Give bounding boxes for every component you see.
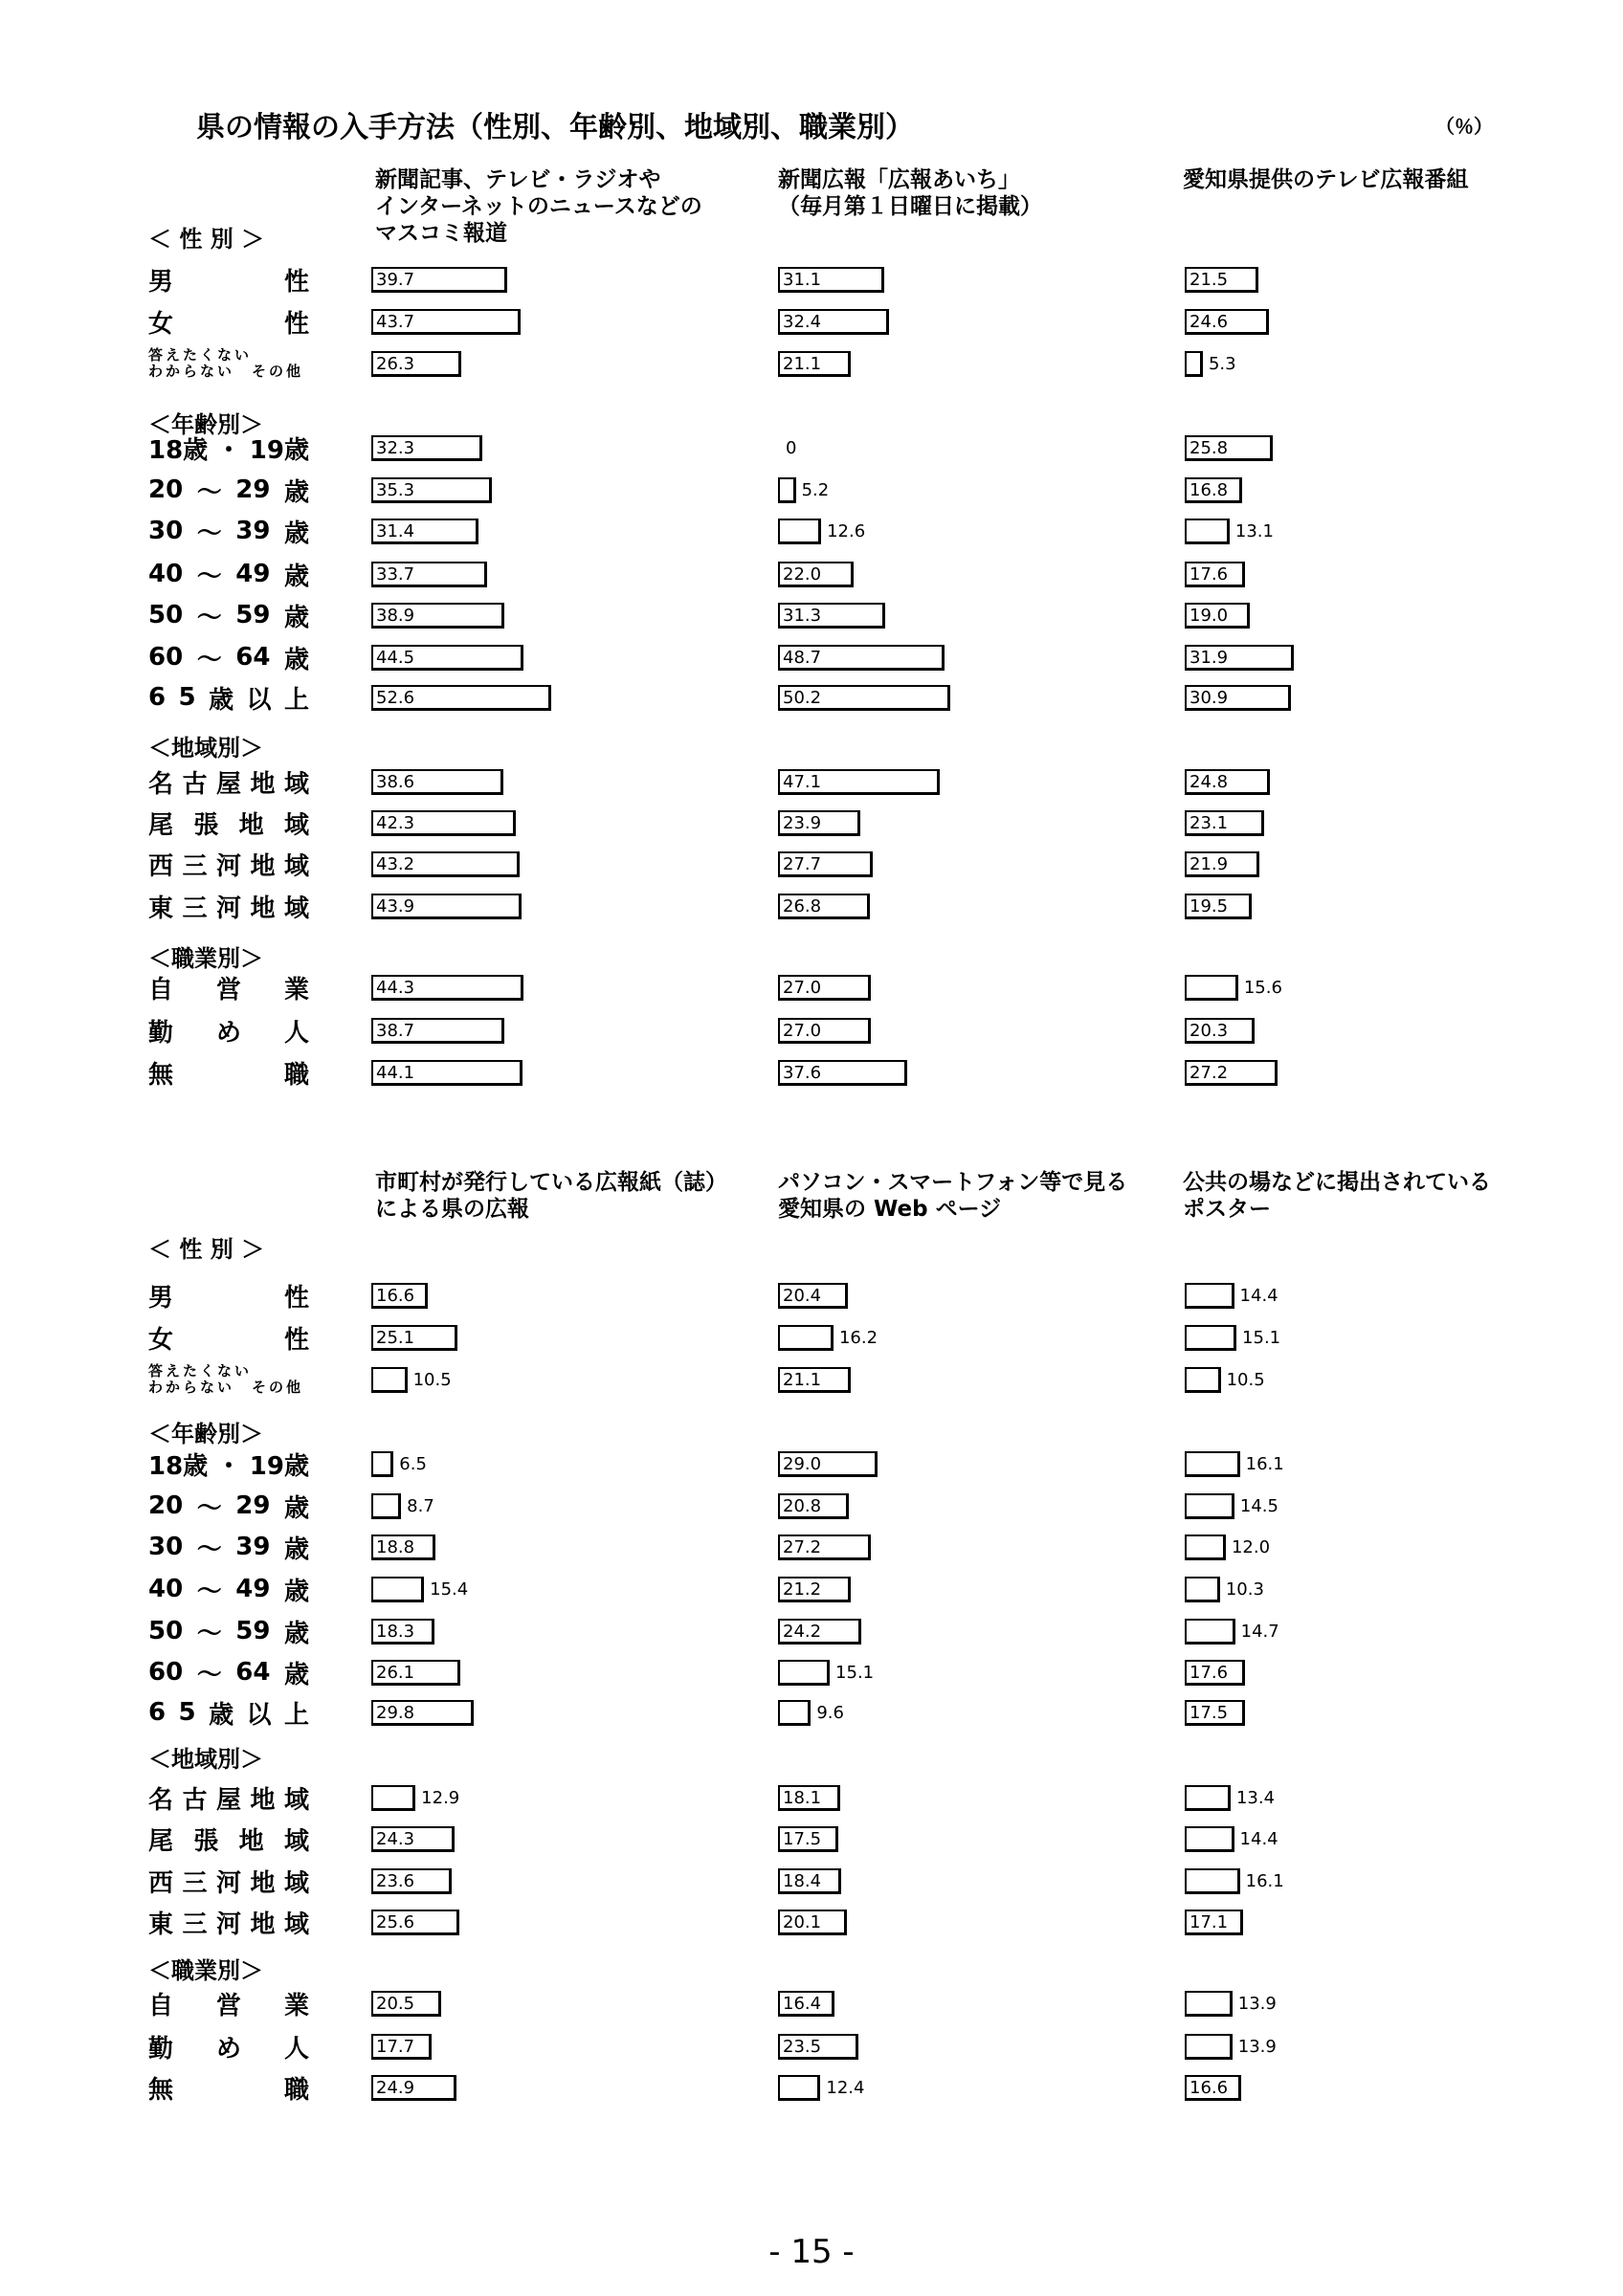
- bar: [371, 1493, 401, 1519]
- data-label: 20.5: [376, 1994, 415, 2014]
- row-label: 20 ～ 29 歳: [148, 475, 309, 507]
- data-label: 24.2: [783, 1622, 822, 1642]
- data-label: 31.3: [783, 606, 822, 626]
- group-header: ＜地域別＞: [148, 1746, 263, 1773]
- data-label: 0: [786, 438, 797, 458]
- bar: [778, 477, 796, 503]
- data-label: 15.1: [835, 1663, 875, 1683]
- row-label: 6 5 歳 以 上: [148, 683, 309, 715]
- bar: [1185, 1493, 1234, 1519]
- data-label: 13.9: [1237, 1994, 1277, 2014]
- data-label: 12.4: [826, 2078, 865, 2098]
- bar: [371, 1451, 393, 1477]
- bar: [778, 519, 821, 544]
- data-label: 19.0: [1189, 606, 1229, 626]
- row-label: 東 三 河 地 域: [148, 1910, 309, 1939]
- row-label: 西 三 河 地 域: [148, 851, 309, 881]
- row-label: 50 ～ 59 歳: [148, 601, 309, 632]
- bar: [1185, 351, 1203, 377]
- row-label: 無 職: [148, 2075, 309, 2105]
- data-label: 24.3: [376, 1829, 415, 1849]
- row-label: 30 ～ 39 歳: [148, 517, 309, 548]
- data-label: 31.9: [1189, 648, 1229, 668]
- data-label: 35.3: [376, 480, 415, 500]
- data-label: 16.6: [1189, 2078, 1229, 2098]
- data-label: 10.5: [1226, 1370, 1265, 1390]
- bar: [1185, 1868, 1240, 1894]
- data-label: 21.1: [783, 1370, 822, 1390]
- data-label: 39.7: [376, 270, 415, 290]
- bar: [371, 1577, 424, 1602]
- data-label: 17.5: [783, 1829, 822, 1849]
- row-label: 名 古 屋 地 域: [148, 769, 309, 799]
- bar: [1185, 975, 1238, 1001]
- bar: [371, 1367, 408, 1393]
- group-header: ＜年齢別＞: [148, 1421, 263, 1447]
- row-label: 30 ～ 39 歳: [148, 1533, 309, 1564]
- group-header: ＜職業別＞: [148, 945, 263, 972]
- row-label: 男 性: [148, 1283, 309, 1313]
- data-label: 27.2: [783, 1537, 822, 1557]
- data-label: 10.5: [412, 1370, 452, 1390]
- row-label: 勤 め 人: [148, 1018, 309, 1048]
- row-label: 女 性: [148, 1325, 309, 1355]
- data-label: 26.1: [376, 1663, 415, 1683]
- data-label: 44.3: [376, 978, 415, 998]
- data-label: 29.0: [783, 1454, 822, 1474]
- data-label: 48.7: [783, 648, 822, 668]
- data-label: 23.5: [783, 2037, 822, 2057]
- data-label: 33.7: [376, 564, 415, 585]
- row-label: 50 ～ 59 歳: [148, 1617, 309, 1648]
- data-label: 38.9: [376, 606, 415, 626]
- data-label: 21.5: [1189, 270, 1229, 290]
- data-label: 25.1: [376, 1328, 415, 1348]
- series-header: パソコン・スマートフォン等で見る 愛知県の Web ページ: [778, 1170, 1128, 1222]
- group-header: ＜ 性 別 ＞: [148, 1236, 265, 1263]
- data-label: 20.8: [783, 1496, 822, 1516]
- data-label: 37.6: [783, 1063, 822, 1083]
- data-label: 20.4: [783, 1286, 822, 1306]
- data-label: 23.1: [1189, 813, 1229, 833]
- data-label: 12.6: [827, 521, 866, 541]
- data-label: 38.7: [376, 1021, 415, 1041]
- row-label: 18歳 ・ 19歳: [148, 435, 309, 465]
- data-label: 10.3: [1225, 1579, 1264, 1600]
- data-label: 16.1: [1245, 1871, 1284, 1891]
- data-label: 25.6: [376, 1912, 415, 1932]
- bar: [1185, 1283, 1234, 1309]
- data-label: 27.7: [783, 854, 822, 874]
- data-label: 18.8: [376, 1537, 415, 1557]
- bar: [1185, 1325, 1236, 1351]
- bar: [1185, 1826, 1234, 1852]
- data-label: 44.1: [376, 1063, 415, 1083]
- data-label: 13.1: [1234, 521, 1274, 541]
- data-label: 52.6: [376, 688, 415, 708]
- row-label: 勤 め 人: [148, 2034, 309, 2064]
- data-label: 16.4: [783, 1994, 822, 2014]
- data-label: 17.7: [376, 2037, 415, 2057]
- data-label: 12.9: [421, 1788, 460, 1808]
- bar: [1185, 2034, 1233, 2060]
- row-label: 40 ～ 49 歳: [148, 1575, 309, 1606]
- data-label: 14.5: [1239, 1496, 1278, 1516]
- bar: [1185, 1785, 1231, 1811]
- data-label: 17.6: [1189, 564, 1229, 585]
- data-label: 5.2: [801, 480, 830, 500]
- data-label: 21.1: [783, 354, 822, 374]
- row-label: 答えたくない わからない その他: [148, 1362, 304, 1396]
- data-label: 5.3: [1208, 354, 1236, 374]
- row-label: 無 職: [148, 1060, 309, 1090]
- data-label: 32.3: [376, 438, 415, 458]
- row-label: 女 性: [148, 309, 309, 339]
- data-label: 26.3: [376, 354, 415, 374]
- series-header: 愛知県提供のテレビ広報番組: [1183, 167, 1469, 192]
- group-header: ＜職業別＞: [148, 1957, 263, 1984]
- data-label: 29.8: [376, 1703, 415, 1723]
- data-label: 30.9: [1189, 688, 1229, 708]
- data-label: 20.1: [783, 1912, 822, 1932]
- bar: [1185, 1367, 1221, 1393]
- series-header: 新聞広報「広報あいち」 （毎月第１日曜日に掲載）: [778, 167, 1042, 219]
- bar: [778, 2075, 820, 2101]
- data-label: 27.0: [783, 1021, 822, 1041]
- row-label: 自 営 業: [148, 975, 309, 1004]
- data-label: 42.3: [376, 813, 415, 833]
- data-label: 26.8: [783, 896, 822, 916]
- data-label: 32.4: [783, 312, 822, 332]
- group-header: ＜年齢別＞: [148, 411, 263, 438]
- data-label: 44.5: [376, 648, 415, 668]
- data-label: 16.6: [376, 1286, 415, 1306]
- data-label: 16.8: [1189, 480, 1229, 500]
- data-label: 50.2: [783, 688, 822, 708]
- row-label: 自 営 業: [148, 1991, 309, 2020]
- bar: [1185, 1991, 1233, 2017]
- data-label: 12.0: [1231, 1537, 1271, 1557]
- data-label: 25.8: [1189, 438, 1229, 458]
- data-label: 22.0: [783, 564, 822, 585]
- data-label: 31.1: [783, 270, 822, 290]
- bar: [1185, 1619, 1235, 1645]
- data-label: 23.9: [783, 813, 822, 833]
- data-label: 14.4: [1239, 1286, 1278, 1306]
- row-label: 20 ～ 29 歳: [148, 1491, 309, 1523]
- data-label: 6.5: [399, 1454, 427, 1474]
- data-label: 16.1: [1245, 1454, 1284, 1474]
- data-label: 21.2: [783, 1579, 822, 1600]
- data-label: 16.2: [838, 1328, 878, 1348]
- data-label: 23.6: [376, 1871, 415, 1891]
- data-label: 14.4: [1239, 1829, 1278, 1849]
- data-label: 17.6: [1189, 1663, 1229, 1683]
- page-title: 県の情報の入手方法（性別、年齢別、地域別、職業別）: [196, 111, 914, 144]
- data-label: 21.9: [1189, 854, 1229, 874]
- row-label: 尾 張 地 域: [148, 810, 309, 840]
- data-label: 19.5: [1189, 896, 1229, 916]
- unit-label: （％）: [1435, 115, 1493, 138]
- data-label: 17.5: [1189, 1703, 1229, 1723]
- data-label: 9.6: [816, 1703, 844, 1723]
- data-label: 38.6: [376, 772, 415, 792]
- bar: [778, 1325, 834, 1351]
- series-header: 市町村が発行している広報紙（誌） による県の広報: [375, 1170, 727, 1222]
- bar: [1185, 1451, 1240, 1477]
- row-label: 60 ～ 64 歳: [148, 1658, 309, 1689]
- data-label: 15.4: [430, 1579, 469, 1600]
- data-label: 18.3: [376, 1622, 415, 1642]
- series-header: 新聞記事、テレビ・ラジオや インターネットのニュースなどの マスコミ報道: [375, 167, 702, 246]
- data-label: 47.1: [783, 772, 822, 792]
- row-label: 東 三 河 地 域: [148, 894, 309, 923]
- group-header: ＜地域別＞: [148, 735, 263, 762]
- data-label: 24.6: [1189, 312, 1229, 332]
- series-header: 公共の場などに掲出されている ポスター: [1183, 1170, 1491, 1222]
- data-label: 43.9: [376, 896, 415, 916]
- row-label: 西 三 河 地 域: [148, 1868, 309, 1898]
- data-label: 8.7: [407, 1496, 434, 1516]
- data-label: 20.3: [1189, 1021, 1229, 1041]
- row-label: 60 ～ 64 歳: [148, 643, 309, 674]
- bar: [1185, 1577, 1220, 1602]
- data-label: 31.4: [376, 521, 415, 541]
- data-label: 24.8: [1189, 772, 1229, 792]
- group-header: ＜ 性 別 ＞: [148, 226, 265, 253]
- bar: [371, 1785, 415, 1811]
- data-label: 17.1: [1189, 1912, 1229, 1932]
- row-label: 答えたくない わからない その他: [148, 346, 304, 380]
- row-label: 6 5 歳 以 上: [148, 1698, 309, 1730]
- page-number: - 15 -: [768, 2233, 855, 2271]
- bar: [778, 1660, 830, 1686]
- row-label: 名 古 屋 地 域: [148, 1785, 309, 1815]
- row-label: 18歳 ・ 19歳: [148, 1451, 309, 1481]
- data-label: 27.0: [783, 978, 822, 998]
- bar: [1185, 1534, 1226, 1560]
- data-label: 15.6: [1243, 978, 1282, 998]
- data-label: 43.7: [376, 312, 415, 332]
- row-label: 尾 張 地 域: [148, 1826, 309, 1856]
- bar: [1185, 519, 1230, 544]
- data-label: 43.2: [376, 854, 415, 874]
- data-label: 13.4: [1235, 1788, 1276, 1808]
- row-label: 男 性: [148, 267, 309, 297]
- data-label: 18.1: [783, 1788, 822, 1808]
- data-label: 14.7: [1240, 1622, 1279, 1642]
- data-label: 18.4: [783, 1871, 822, 1891]
- data-label: 27.2: [1189, 1063, 1229, 1083]
- data-label: 24.9: [376, 2078, 415, 2098]
- bar: [778, 1700, 811, 1726]
- row-label: 40 ～ 49 歳: [148, 560, 309, 591]
- data-label: 13.9: [1237, 2037, 1277, 2057]
- data-label: 15.1: [1242, 1328, 1281, 1348]
